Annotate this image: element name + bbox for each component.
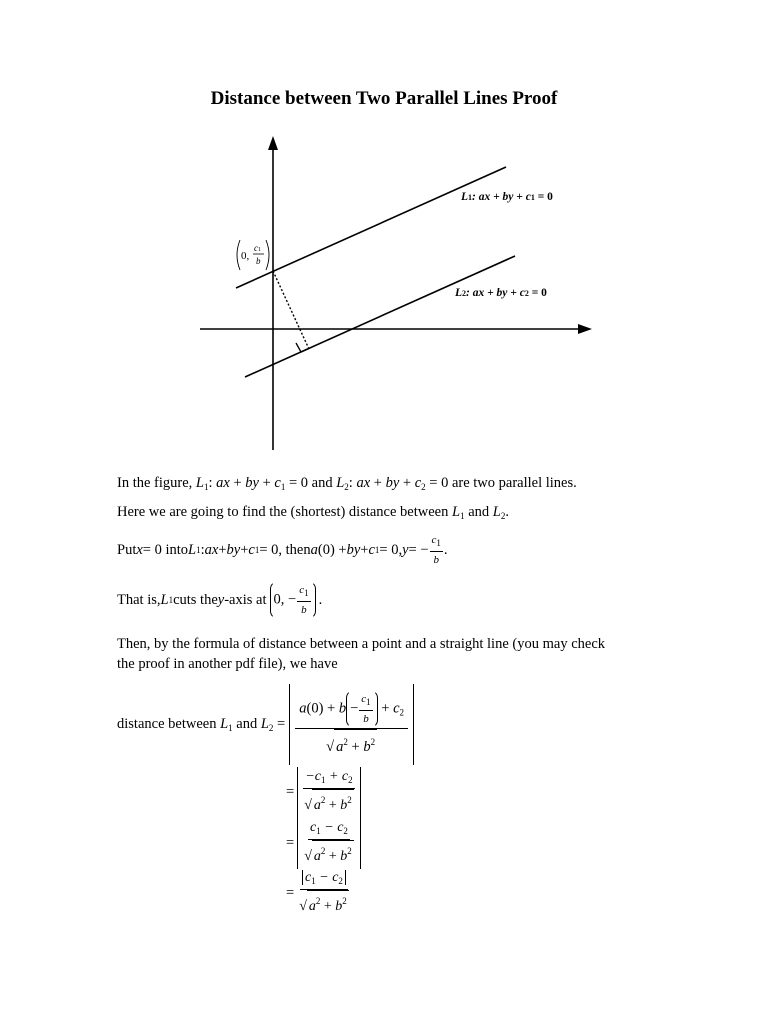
paragraph-5-line-1: Then, by the formula of distance between a point and a straight line (you may check	[117, 636, 606, 652]
derivation-step-4: = $\frac{c_1 - c_2}{√ a^2 + b^2}$	[286, 871, 352, 915]
paragraph-1: In the figure, $L_1$: ax + by + $c_1 = 0$ and $L_2$: ax + by + $c_2 = 0$ are two parallel lines.	[117, 475, 577, 492]
line-l2	[245, 256, 515, 377]
paragraph-3: Put x = 0 into L 1 : ax + by + c 1 = 0, then a (0) + by + c 1 = 0, y = − $\frac{c_1}{b}$ .	[117, 534, 448, 566]
paragraph-5-line-2: the proof in another pdf file), we have	[117, 656, 338, 672]
x-axis-arrow	[578, 324, 592, 334]
l1-label: L1: ax + by + c1 = 0	[461, 191, 553, 203]
page-title: Distance between Two Parallel Lines Proof	[210, 88, 558, 109]
y-axis-arrow	[268, 136, 278, 150]
svg-text:0,: 0,	[241, 250, 250, 262]
derivation-step-2: = $\frac{-c_1 + c_2}{√ a^2 + b^2}$	[286, 770, 361, 814]
perpendicular-segment	[273, 271, 309, 349]
line-l1	[236, 167, 506, 288]
parallel-lines-figure	[190, 130, 600, 455]
derivation-step-1: distance between $L_1$ and $L_2$ = a(0) + b − $\frac{c_1}{b}$ + $c_2$ √ $a^2 + b^2$	[117, 684, 414, 764]
svg-text:b: b	[256, 256, 261, 266]
derivation-step-3: = $\frac{c_1 - c_2}{√ a^2 + b^2}$	[286, 821, 361, 865]
point-label	[237, 240, 269, 270]
paragraph-4: That is, L 1 cuts the y -axis at 0, − $\frac{c_1}{b}$ .	[117, 581, 322, 619]
svg-text:c1: c1	[254, 243, 261, 253]
paragraph-2: Here we are going to find the (shortest) distance between $L_1$ and $L_2$.	[117, 504, 509, 521]
l2-label: L2: ax + by + c2 = 0	[455, 287, 547, 299]
